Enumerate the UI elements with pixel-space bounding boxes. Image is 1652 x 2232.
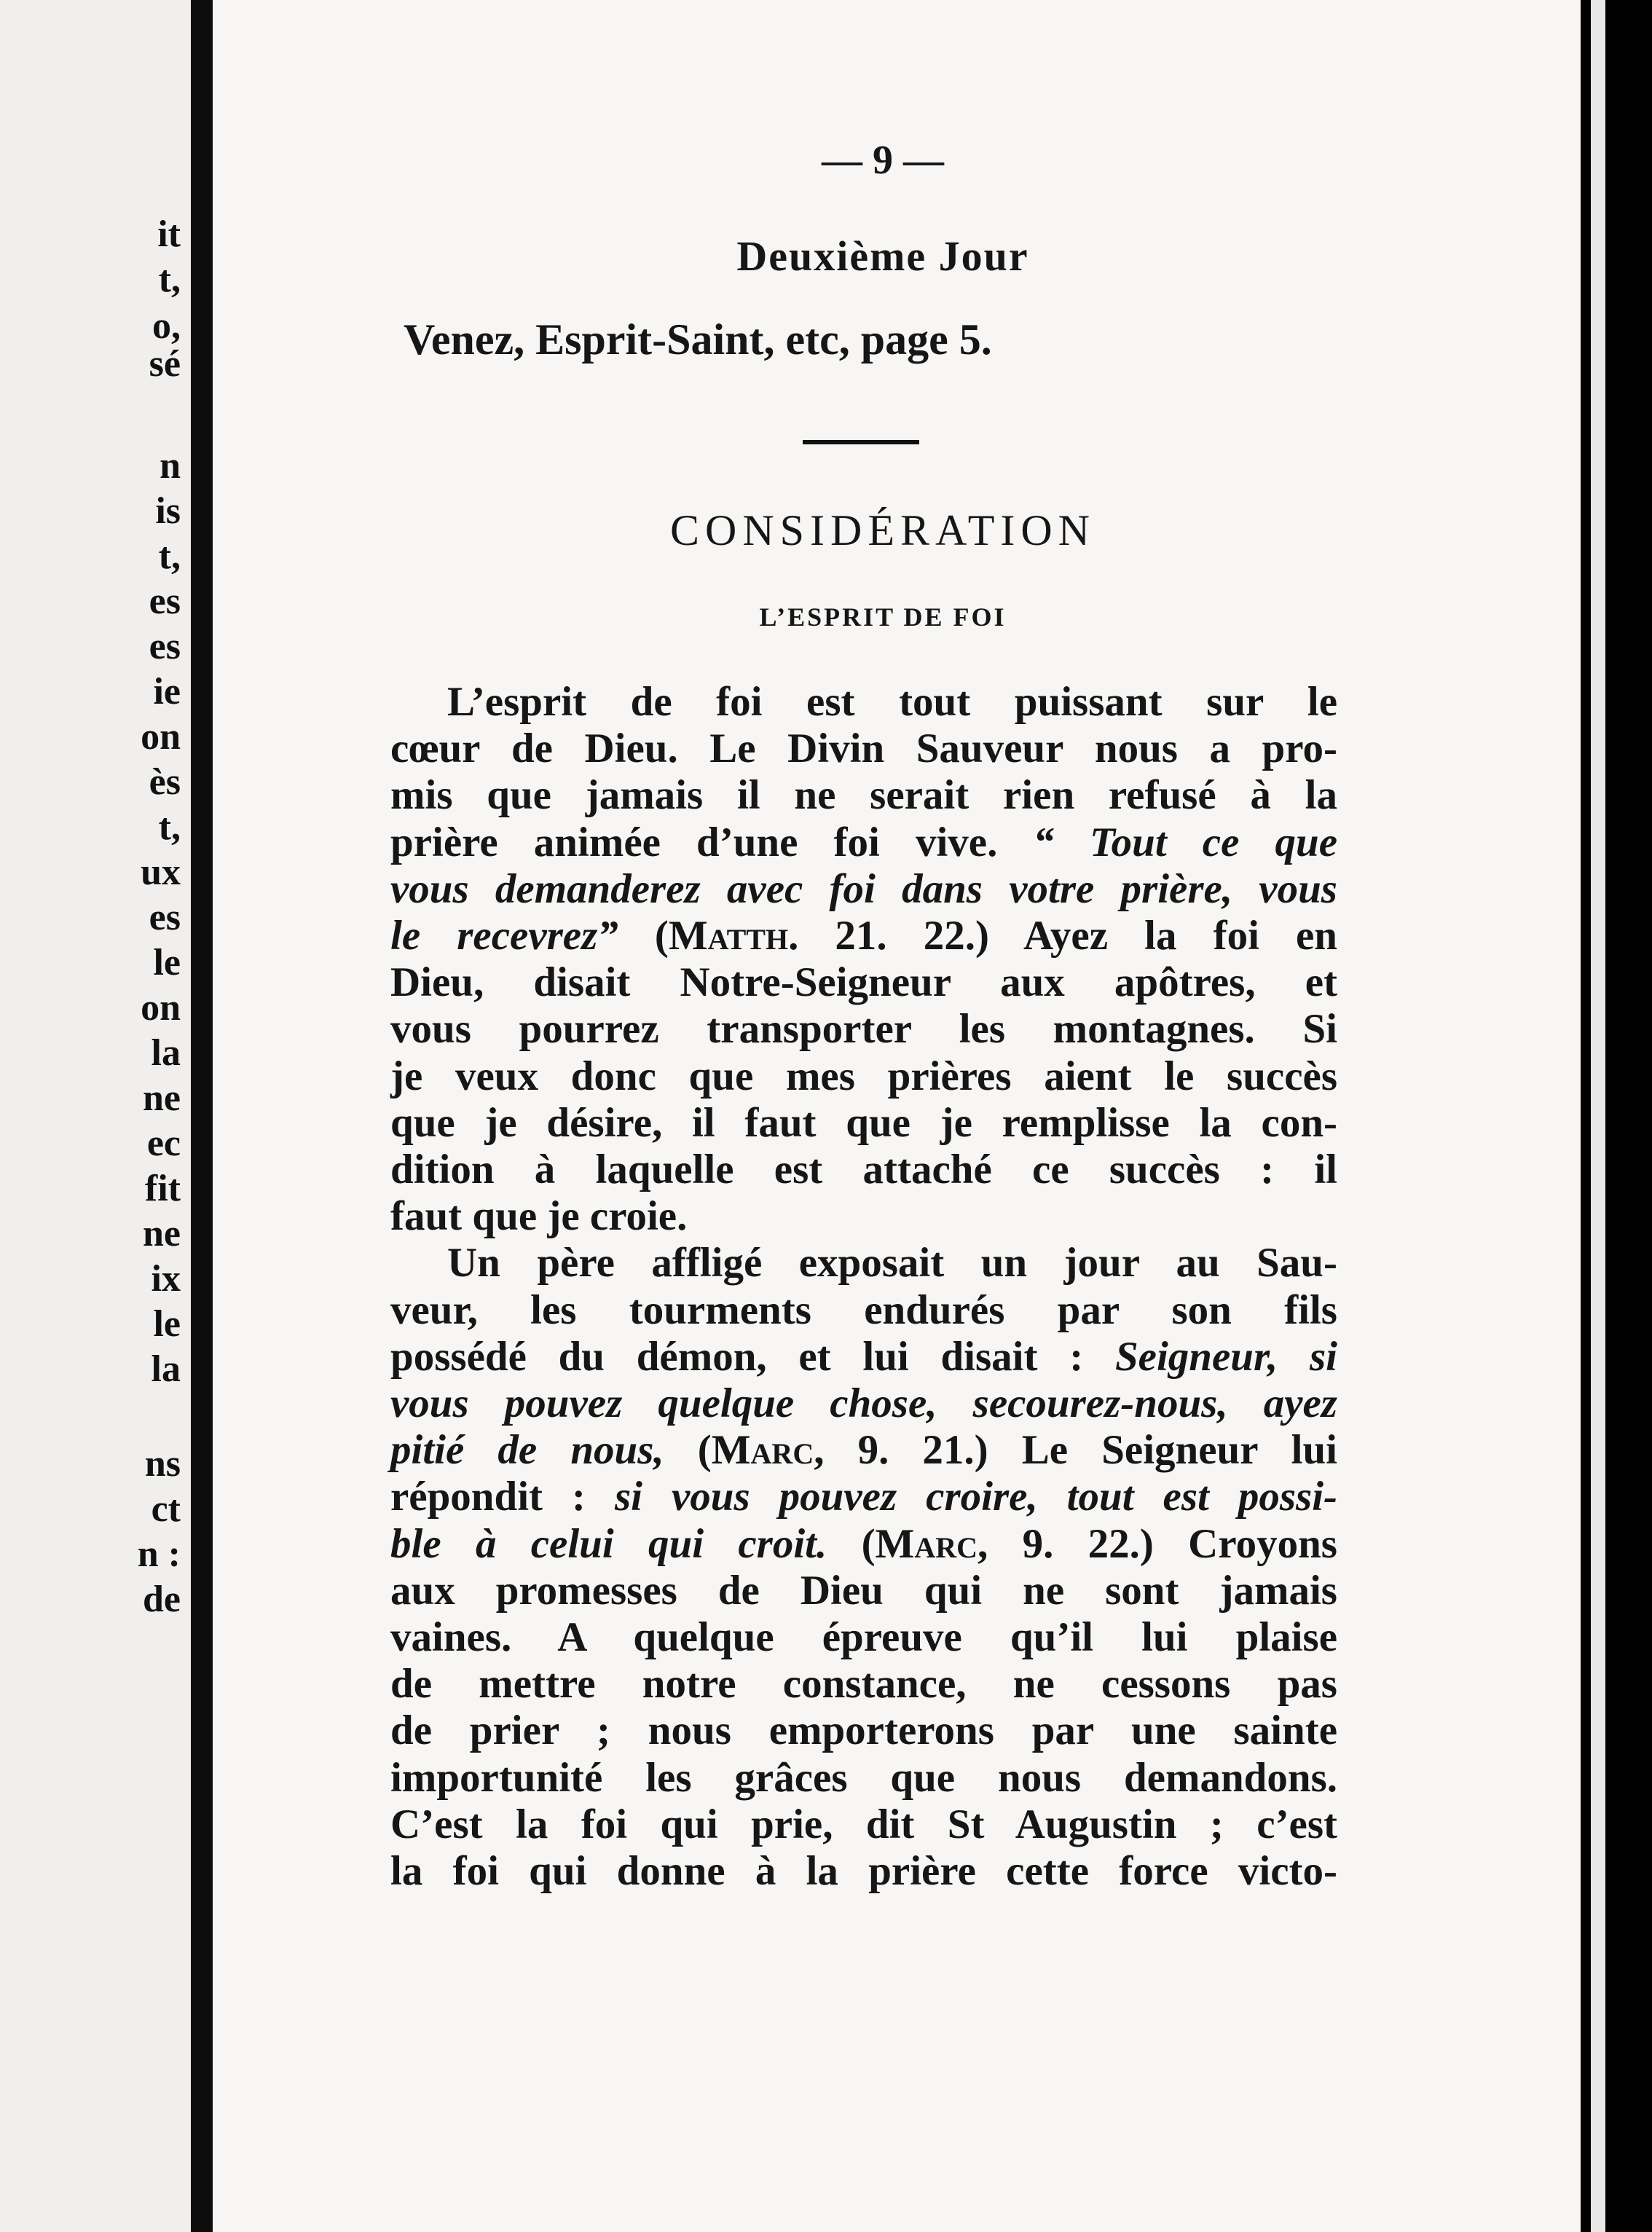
margin-fragment: ux bbox=[141, 852, 181, 893]
left-page bbox=[0, 0, 191, 2232]
margin-fragment: le bbox=[153, 942, 181, 983]
margin-fragment: ie bbox=[153, 671, 181, 712]
margin-fragment: la bbox=[151, 1032, 181, 1074]
text-line: L’esprit de foi est tout puissant sur le bbox=[447, 679, 1337, 725]
text-line bbox=[390, 1521, 1337, 1568]
margin-fragment: o, bbox=[152, 305, 181, 347]
text-run: répondit : bbox=[390, 1474, 586, 1520]
text-line: veur, les tourments endurés par son fils bbox=[390, 1286, 1337, 1333]
quote-run: Seigneur, si bbox=[1114, 1333, 1338, 1380]
margin-fragment: es bbox=[149, 581, 181, 622]
text-run: Le Seigneur lui bbox=[1021, 1427, 1337, 1474]
scan-right-edge bbox=[1581, 0, 1652, 2232]
text-line: je veux donc que mes prières aient le succès bbox=[390, 1053, 1337, 1099]
book-gutter bbox=[191, 0, 213, 2232]
body-text bbox=[390, 679, 1337, 1895]
quote-run: vous pouvez quelque chose, secourez-nous, ayez bbox=[390, 1380, 1337, 1427]
margin-fragment: de bbox=[143, 1579, 181, 1620]
margin-fragment: n bbox=[160, 445, 181, 487]
text-line: Un père affligé exposait un jour au Sau- bbox=[447, 1240, 1337, 1286]
text-line: dition à laquelle est attaché ce succès : il bbox=[390, 1147, 1337, 1193]
margin-fragment: is bbox=[155, 490, 181, 532]
margin-fragment: ès bbox=[149, 761, 181, 803]
text-run: possédé du démon, et lui disait : bbox=[390, 1333, 1084, 1380]
text-line: cœur de Dieu. Le Divin Sauveur nous a pro- bbox=[390, 726, 1337, 772]
text-line: C’est la foi qui prie, dit St Augustin ; c’est bbox=[390, 1801, 1337, 1847]
text-line: vaines. A quelque épreuve qu’il lui plaise bbox=[390, 1614, 1337, 1661]
margin-fragment: fit bbox=[144, 1168, 181, 1209]
text-line: que je désire, il faut que je remplisse la con- bbox=[390, 1099, 1337, 1146]
quote-run: ble à celui qui croit. bbox=[390, 1520, 827, 1567]
text-line: importunité les grâces que nous demandons. bbox=[390, 1754, 1337, 1801]
quote-run: le recevrez” bbox=[390, 913, 618, 959]
margin-fragment: it bbox=[157, 213, 181, 255]
citation: (Matth. 21. 22.) bbox=[654, 913, 990, 959]
text-line: vous pourrez transporter les montagnes. Si bbox=[390, 1006, 1337, 1053]
citation: (Marc, 9. 22.) bbox=[861, 1520, 1154, 1567]
text-line: mis que jamais il ne serait rien refusé à la bbox=[390, 772, 1337, 819]
margin-fragment: n : bbox=[137, 1533, 181, 1575]
text-line: faut que je croie. bbox=[390, 1193, 688, 1240]
text-line bbox=[390, 1474, 1337, 1520]
citation: (Marc, 9. 21.) bbox=[697, 1427, 988, 1474]
text-line: de mettre notre constance, ne cessons pas bbox=[390, 1661, 1337, 1708]
margin-fragment: t, bbox=[158, 259, 181, 300]
margin-fragment: ct bbox=[151, 1488, 181, 1530]
margin-fragment: le bbox=[153, 1303, 181, 1345]
margin-fragment: ne bbox=[143, 1077, 181, 1119]
text-line: la foi qui donne à la prière cette force victo- bbox=[390, 1848, 1337, 1895]
text-run: Croyons bbox=[1188, 1520, 1337, 1567]
quote-run: si vous pouvez croire, tout est possi- bbox=[615, 1474, 1338, 1520]
margin-fragment: t, bbox=[158, 806, 181, 848]
section-heading: CONSIDÉRATION bbox=[670, 506, 1096, 554]
margin-fragment: ns bbox=[144, 1443, 181, 1485]
quote-run: “ Tout ce que bbox=[1033, 819, 1337, 865]
invocation-line: Venez, Esprit-Saint, etc, page 5. bbox=[404, 315, 992, 364]
margin-fragment: ne bbox=[143, 1213, 181, 1254]
margin-fragment: ix bbox=[151, 1258, 181, 1300]
margin-fragment: sé bbox=[149, 343, 181, 385]
text-line bbox=[390, 1380, 1337, 1427]
section-divider bbox=[803, 440, 919, 444]
day-title: Deuxième Jour bbox=[736, 232, 1029, 280]
text-line bbox=[390, 866, 1337, 913]
text-line bbox=[390, 1427, 1337, 1474]
margin-fragment: on bbox=[141, 987, 181, 1029]
text-run: Ayez la foi en bbox=[1023, 913, 1338, 959]
margin-fragment: es bbox=[149, 897, 181, 938]
text-line: de prier ; nous emporterons par une sainte bbox=[390, 1708, 1337, 1754]
margin-fragment: ec bbox=[146, 1123, 181, 1164]
text-line bbox=[390, 820, 1337, 866]
margin-fragment: t, bbox=[158, 535, 181, 577]
right-page bbox=[213, 0, 1581, 2232]
quote-run: pitié de nous, bbox=[390, 1427, 664, 1474]
text-run: prière animée d’une foi vive. bbox=[390, 819, 998, 865]
next-page-edge bbox=[1591, 0, 1605, 2232]
text-line bbox=[390, 1334, 1337, 1380]
margin-fragment: on bbox=[141, 716, 181, 758]
section-subheading: L’ESPRIT DE FOI bbox=[759, 602, 1007, 632]
text-line: Dieu, disait Notre-Seigneur aux apôtres, et bbox=[390, 959, 1337, 1006]
text-line bbox=[390, 913, 1337, 959]
quote-run: vous demanderez avec foi dans votre prière, vous bbox=[390, 865, 1337, 912]
margin-fragment: es bbox=[149, 626, 181, 667]
margin-fragment: la bbox=[151, 1348, 181, 1390]
text-line: aux promesses de Dieu qui ne sont jamais bbox=[390, 1567, 1337, 1614]
page-number: — 9 — bbox=[822, 138, 944, 183]
